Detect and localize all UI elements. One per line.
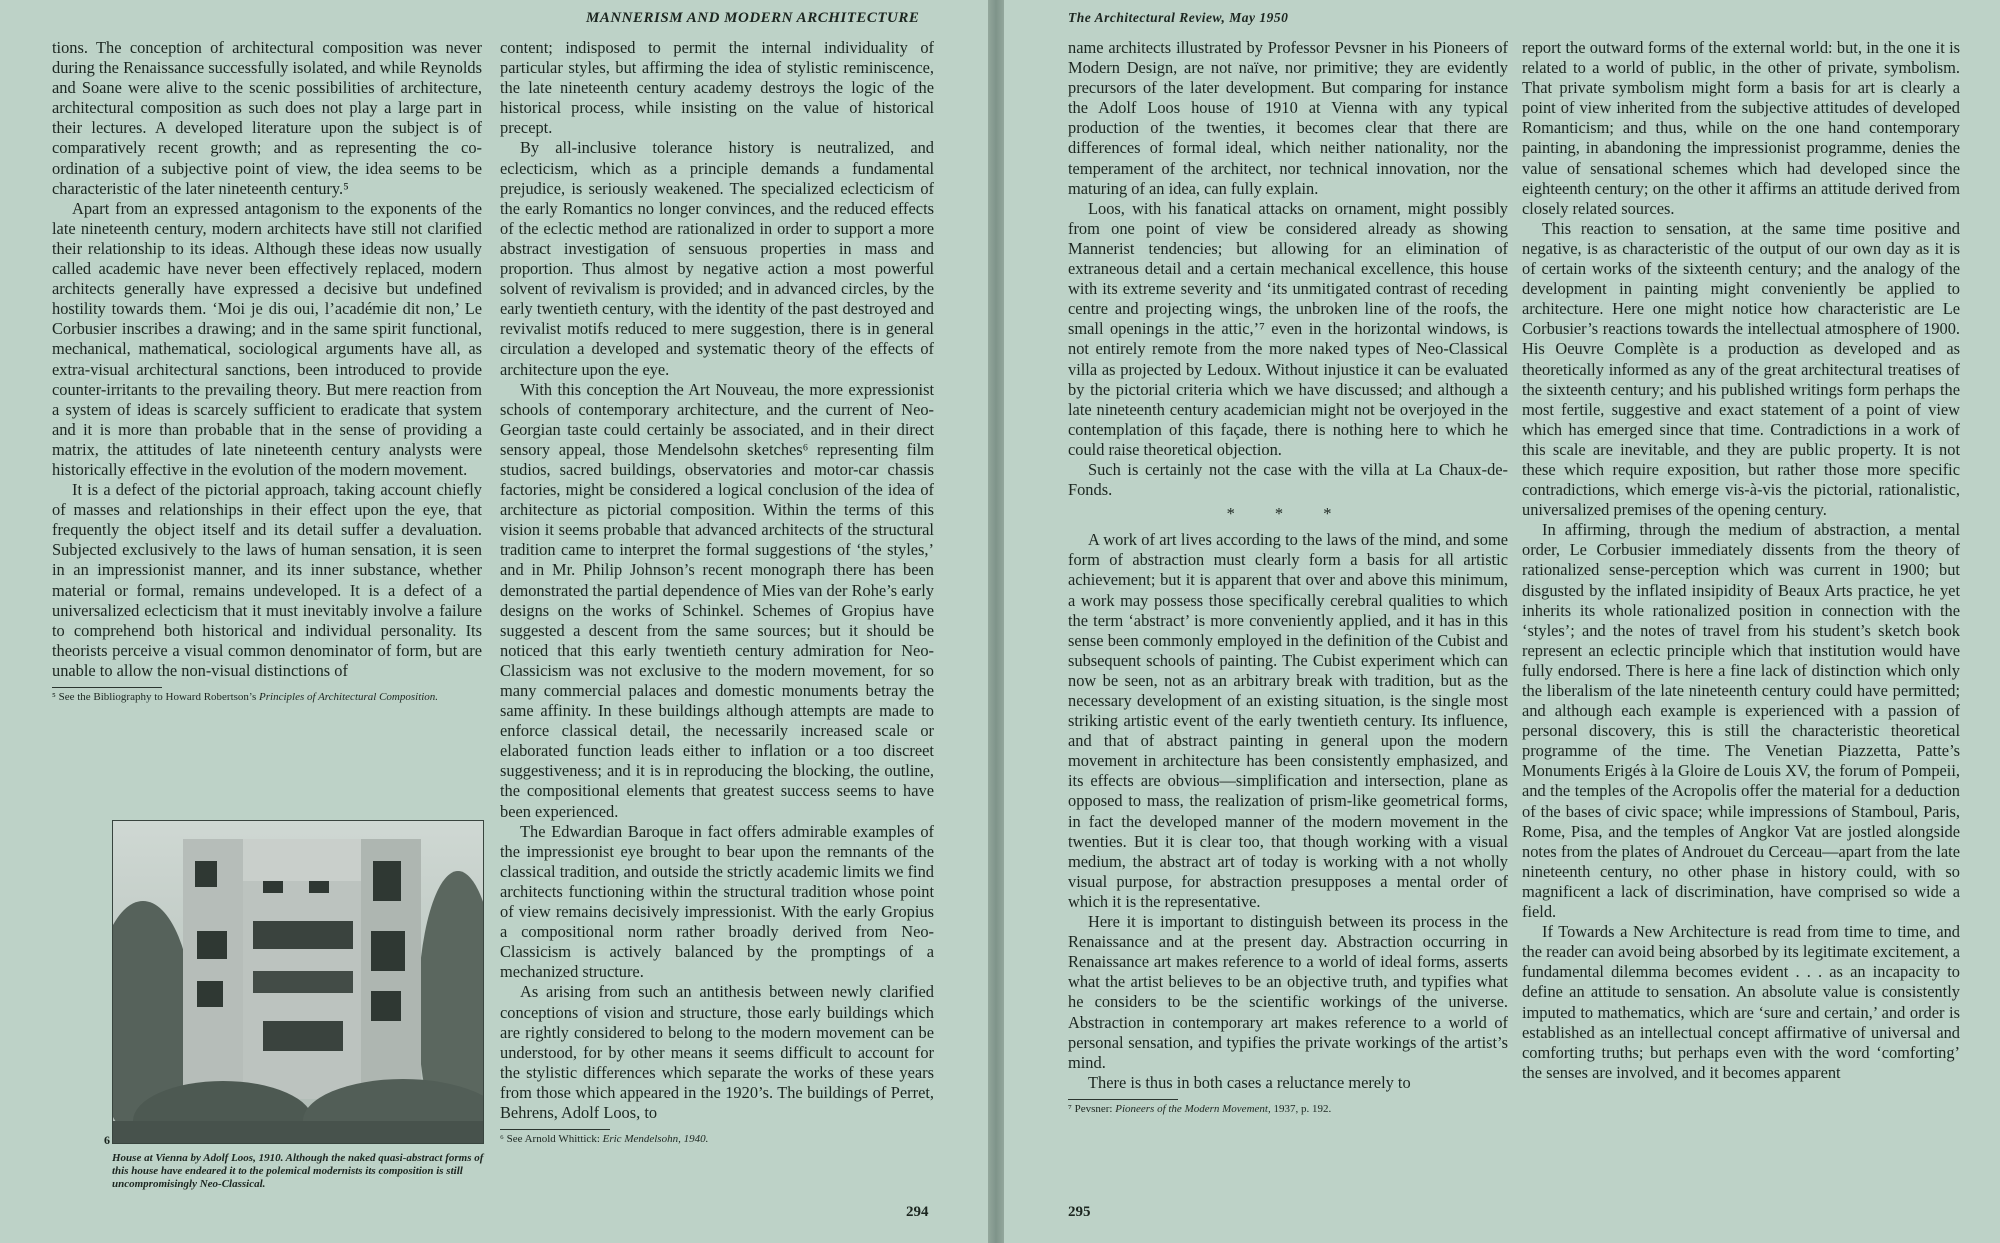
section-separator: * * * [1226, 504, 1350, 524]
footnote-rule [1068, 1099, 1178, 1100]
footnote-rule [500, 1129, 610, 1130]
paragraph: name architects illustrated by Professor Pevsner in his Pioneers of Modern Design, are not naïve, nor primitive; they are evidently precursors of the later development. But comparing for instance the Adolf Loos house of 1910 at Vienna with any typical production of the twenties, it becomes clear that there are differences of formal ideal, which neither nationality, nor the temperament of the architect, nor technical innovation, nor the maturing of an idea, can fully explain. [1068, 38, 1508, 198]
paragraph: Loos, with his fanatical attacks on ornament, might possibly from one point of view be considered already as showing Mannerist tendencies; but allowing for an elimination of extraneous detail and a certain mechanical excellence, this house with its extreme severity and ‘its unmitigated contrast of receding centre and projecting wings, the unbroken line of the roofs, the small openings in the attic,’⁷ even in the horizontal windows, is not entirely remote from the more naked types of Neo-Classical villa as projected by Ledoux. Without injustice it can be evaluated by the pictorial criteria which we have discussed; and although a late nineteenth century academician might not be overjoyed in the contemplation of this façade, there is nothing here to which he could raise theoretical objection. [1068, 198, 1508, 459]
figure-number: 6 [104, 1133, 110, 1147]
paragraph: The Edwardian Baroque in fact offers admirable examples of the impressionist eye brought to bear upon the remnants of the classical tradition, and outside the strictly academic limits we find architects functioning within the structural tradition whose point of view remains decisively impressionist. With the early Gropius a compositional norm rather broadly derived from Neo-Classicism is actively balanced by the promptings of a mechanized structure. [500, 821, 934, 982]
paragraph: A work of art lives according to the laws of the mind, and some form of abstraction must clearly form a basis for all artistic achievement; but it is apparent that over and above this minimum, a work may possess those specifically cerebral qualities to which the term ‘abstract’ is more conveniently applied, and it has in this sense been commonly employed in the definition of the Cubist and subsequent schools of painting. The Cubist experiment which can now be seen, not as an arbitrary break with tradition, but as the necessary development of an existing situation, is the single most striking artistic event of the early twentieth century. Its influence, and that of abstract painting in general upon the modern movement in architecture has been consistently emphasized, and its effects are obvious—simplification and intersection, plane as opposed to mass, the realization of prism-like geometrical forms, in fact the developed manner of the modern movement in the twenties. But it is clear too, that though working with a visual medium, the abstract art of today is working with a not wholly visual purpose, for abstraction presupposes a mental order of which it is the representative. [1068, 530, 1508, 911]
paragraph: Here it is important to distinguish between its process in the Renaissance and at the present day. Abstraction occurring in Renaissance art makes reference to a world of ideal forms, asserts what the artist believes to be an objective truth, and typifies what he considers to be the scientific workings of the universe. Abstraction in contemporary art makes reference to a world of personal sensation, and typifies the private workings of the artist’s mind. [1068, 912, 1508, 1072]
paragraph: With this conception the Art Nouveau, the more expressionist schools of contemporary architecture, and the current of Neo-Georgian taste could certainly be associated, and in their direct sensory appeal, those Mendelsohn sketches⁶ representing film studios, sacred buildings, observatories and motor-car chassis factories, might be considered a logical conclusion of the idea of architecture as pictorial composition. Within the terms of this vision it seems probable that advanced architects of the structural tradition came to interpret the formal suggestions of ‘the styles,’ and in Mr. Philip Johnson’s recent monograph there has been demonstrated the partial dependence of Mies van der Rohe’s early designs on the works of Schinkel. Schemes of Gropius have suggested a descent from the same sources; but it should be noticed that this early twentieth century admiration for Neo-Classicism was not exclusive to the modern movement, for so many commercial palaces and domestic monuments betray the same affinity. In these buildings although attempts are made to enforce classical detail, the necessarily increased scale or elaborated function leads either to inflation or a too discreet suggestiveness; and it is in reproducing the blocking, the outline, the compositional elements that greatest success seems to have been experienced. [500, 379, 934, 821]
paragraph: This reaction to sensation, at the same time positive and negative, is as characteristic of the output of our own day as it is of certain works of the sixteenth century; and the analogy of the development in painting might conveniently be applied to architecture. Here one might notice how characteristic are Le Corbusier’s reactions towards the intellectual atmosphere of 1900. His Oeuvre Complète is a production as developed and as theoretically informed as any of the great architectural treatises of the sixteenth century; and his published writings form perhaps the most fertile, suggestive and exact statement of a point of view which has emerged since that time. Contradictions in a work of this scale are inevitable, and they are public property. It is not these which require exposition, but rather those more specific contradictions, which emerge vis-à-vis the pictorial, rationalistic, universalized premises of the opening century. [1522, 218, 1960, 520]
running-head-right: The Architectural Review, May 1950 [1068, 10, 1289, 25]
footnote-rule [52, 687, 162, 688]
paragraph: By all-inclusive tolerance history is neutralized, and eclecticism, which as a principle demands a fundamental prejudice, is seriously weakened. The specialized eclecticism of the early Romantics no longer convinces, and the reduced effects of the eclectic method are rationalized in order to support a more abstract investigation of sensuous properties in mass and proportion. Thus almost by negative action a most powerful solvent of revivalism is provided; and in advanced circles, by the early twentieth century, with the identity of the past destroyed and revivalist motifs reduced to mere suggestion, there is in general circulation a developed and systematic theory of the effects of architecture upon the eye. [500, 138, 934, 379]
right-page [1004, 0, 2000, 1243]
left-page [0, 0, 988, 1243]
paragraph: content; indisposed to permit the internal individuality of particular styles, but affirming the idea of stylistic reminiscence, the late nineteenth century academy destroys the logic of the historical process, while insisting on the value of historical precept. [500, 38, 934, 138]
gutter [988, 0, 1004, 1243]
paragraph: Such is certainly not the case with the villa at La Chaux-de-Fonds. [1068, 459, 1508, 500]
right-column-1 [1068, 38, 1508, 1116]
paragraph: It is a defect of the pictorial approach, taking account chiefly of masses and relationships in their effect upon the eye, that frequently the object itself and its detail suffer a devaluation. Subjected exclusively to the laws of human sensation, it is seen in an impressionist manner, and its inner substance, whether material or formal, remains undeveloped. It is a defect of a universalized eclecticism that it must inevitably involve a failure to comprehend both historical and individual personality. Its theorists perceive a visual common denominator of form, but are unable to allow the non-visual distinctions of [52, 480, 482, 680]
paragraph: report the outward forms of the external world: but, in the one it is related to a world of public, in the other of private, symbolism. That private symbolism might form a basis for art is clearly a point of view inherited from the subjective attitudes of developed Romanticism; and thus, while on the one hand contemporary painting, in abandoning the impressionist programme, denies the value of sensational schemes which had developed since the eighteenth century; on the other it affirms an attitude derived from closely related sources. [1522, 38, 1960, 218]
photo-caption: House at Vienna by Adolf Loos, 1910. Although the naked quasi-abstract forms of this house have endeared it to the polemical modernists its composition is still uncompromisingly Neo-Classical. [112, 1152, 484, 1190]
page-number-left: 294 [906, 1204, 929, 1220]
paragraph: Apart from an expressed antagonism to the exponents of the late nineteenth century, modern architects have still not clarified their relationship to its ideas. Although these ideas now usually called academic have never been effectively replaced, modern architects generally have expressed a decisive but undefined hostility towards them. ‘Moi je dis oui, l’académie dit non,’ Le Corbusier inscribes a drawing; and in the same spirit functional, mechanical, mathematical, sociological arguments have all, as extra-visual architectural sanctions, been introduced to provide counter-irritants to the prevailing theory. But mere reaction from a system of ideas is scarcely sufficient to eradicate that system and it is more than probable that in the sense of providing a matrix, the attitudes of late nineteenth century analysts were historically effective in the evolution of the modern movement. [52, 198, 482, 479]
house-photo [112, 820, 484, 1144]
footnote-5: ⁵ See the Bibliography to Howard Robertson’s Principles of Architectural Composition. [52, 691, 439, 703]
paragraph: tions. The conception of architectural composition was never during the Renaissance successfully isolated, and while Reynolds and Soane were alive to the scenic possibilities of architecture, architectural composition as such does not play a large part in their lectures. A developed literature upon the subject is of comparatively recent growth; and as representing the co-ordination of a subjective point of view, the idea seems to be characteristic of the later nineteenth century.⁵ [52, 38, 482, 198]
footnote-7: ⁷ Pevsner: Pioneers of the Modern Movement, 1937, p. 192. [1068, 1102, 1332, 1115]
paragraph: In affirming, through the medium of abstraction, a mental order, Le Corbusier immediately dissents from the theory of rationalized sense-perception which was current in 1900; but disgusted by the inflated insipidity of Beaux Arts practice, he yet inherits its whole rationalized position in connection with the ‘styles’; and the notes of travel from his student’s sketch book represent an eclectic principle which that institution would have fully endorsed. There is here a fine lack of distinction which only the liberalism of the late nineteenth century could have permitted; and although each example is experienced with a passion of personal discovery, this is still the characteristic theoretical programme of the time. The Venetian Piazzetta, Patte’s Monuments Erigés à la Gloire de Louis XV, the forum of Pompeii, and the temples of the Acropolis offer the material for a deduction of the bases of civic space; while impressions of Stamboul, Paris, Rome, Pisa, and the temples of Angkor Vat are jostled alongside notes from the plates of Androuet du Cerceau—apart from the late nineteenth century, no other phase in history could, with so magnificent a lack of discrimination, have comprised so wide a field. [1522, 520, 1960, 922]
paragraph: If Towards a New Architecture is read from time to time, and the reader can avoid being absorbed by its legitimate excitement, a fundamental dilemma becomes evident . . . as an incapacity to define an attitude to sensation. An absolute value is consistently imputed to mathematics, which are ‘sure and certain,’ and order is established as an intellectual concept affirmative of universal and comforting truths; but perhaps even with the word ‘comforting’ the senses are involved, and it becomes apparent [1522, 922, 1960, 1082]
running-head-left: MANNERISM AND MODERN ARCHITECTURE [586, 10, 920, 26]
left-column-1 [52, 38, 482, 704]
paragraph: There is thus in both cases a reluctance merely to [1088, 1072, 1411, 1092]
footnote-6: ⁶ See Arnold Whittick: Eric Mendelsohn, 1940. [500, 1133, 709, 1146]
paragraph: As arising from such an antithesis between newly clarified conceptions of vision and structure, those early buildings which are rightly considered to belong to the modern movement can be understood, for by other means it seems difficult to account for the stylistic differences which separate the works of these years from those which appeared in the 1920’s. The buildings of Perret, Behrens, Adolf Loos, to [500, 982, 934, 1122]
house-illustration [113, 821, 483, 1143]
left-column-2 [500, 38, 934, 1146]
right-column-2 [1522, 38, 1960, 1083]
page-number-right: 295 [1068, 1204, 1091, 1220]
